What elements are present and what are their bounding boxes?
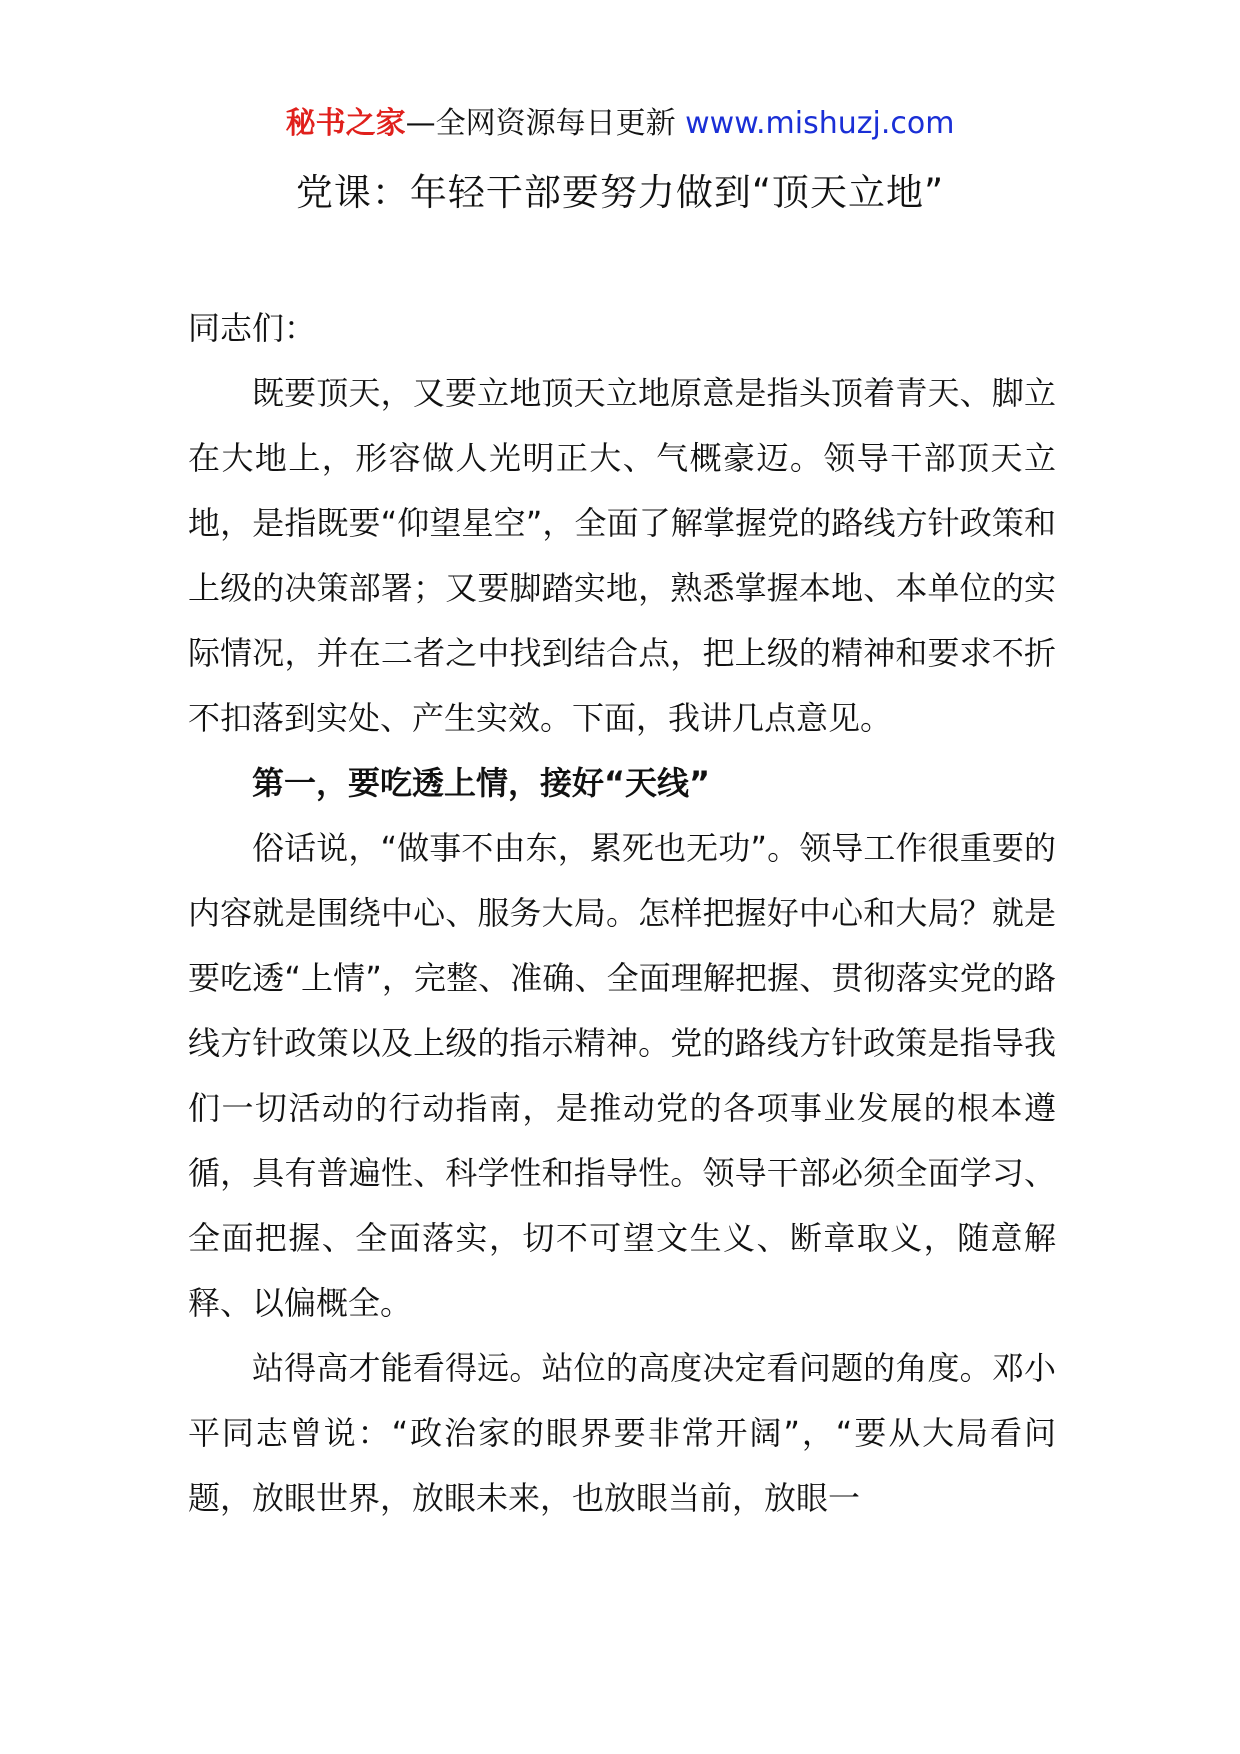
- paragraph-section1-b: 站得高才能看得远。站位的高度决定看问题的角度。邓小平同志曾说：“政治家的眼界要非常开阔”，“要从大局看问题，放眼世界，放眼未来，也放眼当前，放眼一: [188, 1349, 1056, 1517]
- header-tagline: —全网资源每日更新: [405, 106, 676, 141]
- document-title: 党课：年轻干部要努力做到“顶天立地”: [295, 171, 945, 214]
- site-header: [0, 104, 1240, 144]
- site-url-link[interactable]: www.mishuzj.com: [685, 106, 955, 141]
- section-heading-1: 第一，要吃透上情，接好“天线”: [252, 764, 711, 802]
- document-body: [188, 296, 1056, 1531]
- brand-name: 秘书之家: [285, 106, 406, 141]
- salutation: 同志们：: [188, 309, 317, 347]
- paragraph-intro: 既要顶天，又要立地顶天立地原意是指头顶着青天、脚立在大地上，形容做人光明正大、气概豪迈。领导干部顶天立地，是指既要“仰望星空”，全面了解掌握党的路线方针政策和上级的决策部署；又要脚踏实地，熟悉掌握本地、本单位的实际情况，并在二者之中找到结合点，把上级的精神和要求不折不扣落到实处、产生实效。下面，我讲几点意见。: [188, 374, 1056, 737]
- paragraph-section1-a: 俗话说，“做事不由东，累死也无功”。领导工作很重要的内容就是围绕中心、服务大局。怎样把握好中心和大局？就是要吃透“上情”，完整、准确、全面理解把握、贯彻落实党的路线方针政策以及上级的指示精神。党的路线方针政策是指导我们一切活动的行动指南，是推动党的各项事业发展的根本遵循，具有普遍性、科学性和指导性。领导干部必须全面学习、全面把握、全面落实，切不可望文生义、断章取义，随意解释、以偏概全。: [188, 829, 1056, 1322]
